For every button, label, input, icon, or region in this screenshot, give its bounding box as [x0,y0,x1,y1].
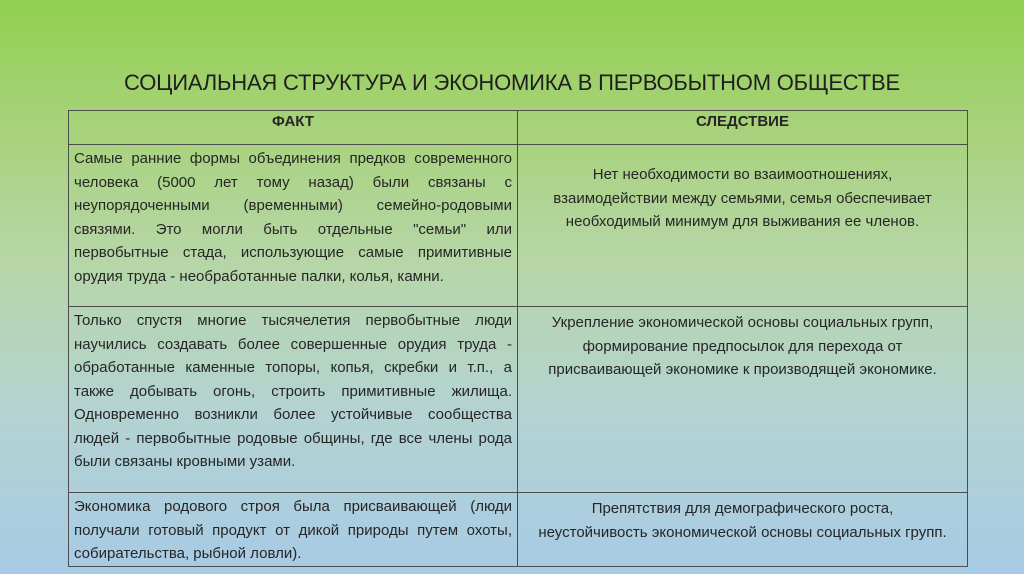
table-header-row [69,111,968,145]
consequence-cell [518,145,968,307]
fact-cell: Самые ранние формы объединения предков современного человека (5000 лет тому назад) были связаны с неупорядоченными (временными) семейно-родовыми связями. Это могли быть отдельные "семьи" или первобытные стада, использующие самые примитивные орудия труда - необработанные палки, колья, камни. [69,145,518,307]
consequence-cell [518,493,968,567]
table-row [69,307,968,493]
table-row [69,493,968,567]
fact-consequence-table [68,110,968,567]
column-header-consequence: СЛЕДСТВИЕ [518,111,968,145]
consequence-text: Укрепление экономической основы социальных групп, формирование предпосылок для перехода от присваивающей экономике к производящей экономике. [548,314,937,378]
column-header-fact: ФАКТ [69,111,518,145]
slide-title: СОЦИАЛЬНАЯ СТРУКТУРА И ЭКОНОМИКА В ПЕРВОБЫТНОМ ОБЩЕСТВЕ [124,70,900,95]
table-row [69,145,968,307]
consequence-cell [518,307,968,493]
consequence-text: Препятствия для демографического роста, неустойчивость экономической основы социальных групп. [538,500,947,541]
fact-cell: Экономика родового строя была присваивающей (люди получали готовый продукт от дикой природы путем охоты, собирательства, рыбной ловли). [69,493,518,567]
fact-cell: Только спустя многие тысячелетия первобытные люди научились создавать более совершенные орудия труда - обработанные каменные топоры, копья, скребки и т.п., а также добывать огонь, строить примитивные жилища. Одновременно возникли более устойчивые сообщества людей - первобытные родовые общины, где все члены рода были связаны кровными узами. [69,307,518,493]
consequence-text: Нет необходимости во взаимоотношениях, взаимодействии между семьями, семья обеспечивает необходимый минимум для выживания ее членов. [553,166,932,230]
